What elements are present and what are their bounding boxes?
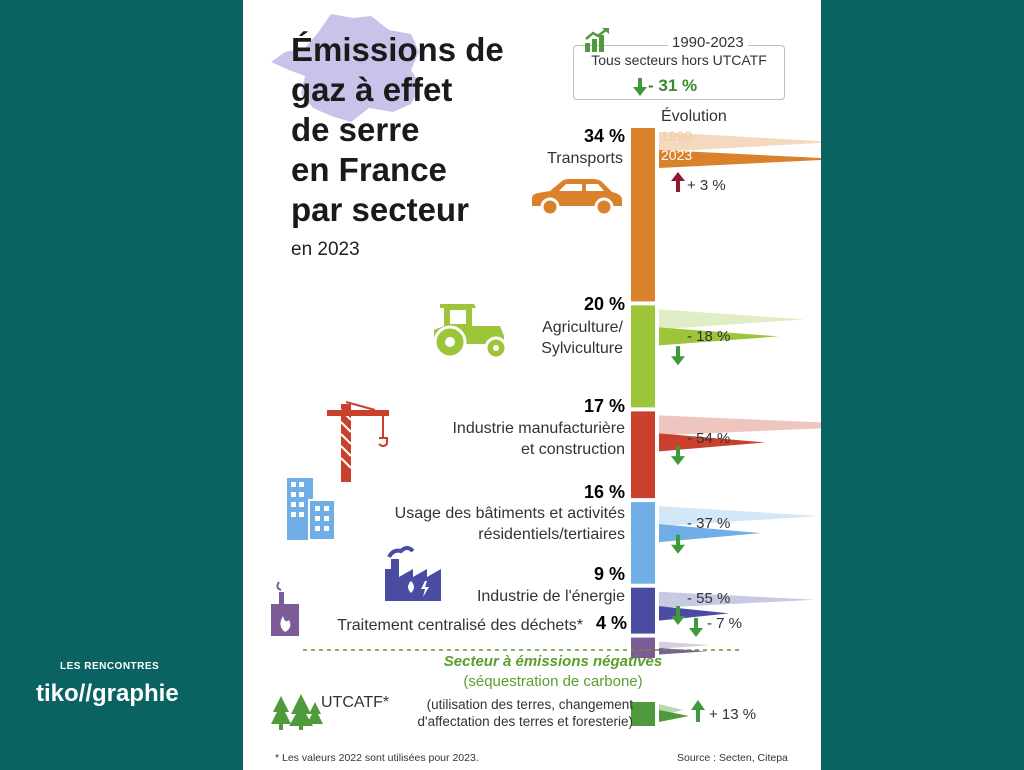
sector-name-line: et construction [520, 441, 625, 458]
change-transports: + 3 % [687, 177, 726, 194]
down-arrow-icon [671, 545, 685, 554]
infographic-card [243, 0, 821, 770]
down-arrow-icon [671, 456, 685, 465]
pct-industrie: 17 % [583, 396, 625, 416]
sector-name-line: Agriculture/ [542, 319, 623, 336]
waste-incinerator-icon [271, 580, 299, 636]
down-arrow-stem [676, 346, 680, 357]
car-icon [528, 176, 626, 218]
down-arrow-stem [676, 446, 680, 457]
crane-icon [327, 400, 393, 484]
pct-energie: 9 % [593, 564, 625, 584]
bar-utcatf [631, 702, 655, 726]
buildings-icon [287, 478, 335, 540]
summary-change: - 31 % [648, 76, 698, 95]
forest-icon [271, 694, 323, 730]
utcatf-desc-line: (utilisation des terres, changement [426, 697, 633, 712]
summary-period: 1990-2023 [668, 34, 748, 51]
title-line: en France [291, 151, 447, 188]
title-line: par secteur [291, 191, 469, 228]
down-arrow-stem [676, 606, 680, 617]
wedge-1990-industrie [659, 415, 821, 435]
brand-heading: LES RENCONTRES [60, 661, 160, 672]
utcatf-desc-line: d'affectation des terres et foresterie) [417, 714, 633, 729]
wedge-1990-dechets [659, 642, 711, 649]
wedge-1990-energie [659, 592, 815, 608]
utcatf-name: UTCATF* [321, 694, 390, 711]
chart-subtitle: en 2023 [291, 239, 360, 260]
change-agriculture: - 18 % [687, 328, 731, 345]
sector-name-line: Usage des bâtiments et activités [394, 505, 625, 522]
footnote: * Les valeurs 2022 sont utilisées pour 2023. [275, 752, 479, 764]
tractor-icon [430, 300, 512, 360]
utcatf-description [393, 696, 633, 730]
down-arrow-icon [671, 356, 685, 365]
brand-logo-separator: // [78, 680, 93, 707]
sector-name-batiments [323, 503, 625, 545]
change-utcatf: + 13 % [709, 706, 757, 723]
bar-energie [631, 588, 655, 634]
down-arrow-stem [676, 535, 680, 546]
source-note: Source : Secten, Citepa [677, 752, 788, 764]
up-arrow-icon [691, 700, 705, 710]
power-plant-icon [383, 545, 443, 603]
change-industrie: - 54 % [687, 430, 731, 447]
bar-industrie [631, 411, 655, 498]
negative-section-subheading: (séquestration de carbone) [463, 673, 643, 690]
title-line: Émissions de [291, 31, 504, 68]
change-energie: - 55 % [687, 590, 731, 607]
up-arrow-stem [696, 709, 700, 722]
summary-scope: Tous secteurs hors UTCATF [591, 52, 767, 68]
sector-name-line: Industrie manufacturière [452, 420, 625, 437]
brand-logo [36, 680, 179, 708]
pct-dechets: 4 % [595, 613, 627, 633]
sector-name-dechets [283, 615, 583, 636]
change-batiments: - 37 % [687, 515, 731, 532]
wedge-1990-agriculture [659, 309, 805, 329]
sector-name-line: Transports [547, 150, 623, 167]
bar-transports [631, 128, 655, 301]
year-label-2023: 2023 [661, 147, 693, 163]
sector-name-industrie [363, 418, 625, 460]
sector-name-line: Traitement centralisé des déchets* [337, 617, 583, 634]
sector-name-line: Industrie de l'énergie [476, 588, 625, 605]
down-arrow-icon [671, 616, 685, 625]
pct-agriculture: 20 % [583, 294, 625, 314]
bar-agriculture [631, 305, 655, 407]
up-arrow-icon [671, 172, 685, 181]
sector-name-line: résidentiels/tertiaires [478, 526, 625, 543]
wedge-1990-batiments [659, 506, 820, 526]
bar-batiments [631, 502, 655, 584]
evolution-label: Évolution [661, 108, 727, 125]
brand-logo-right: graphie [92, 680, 179, 707]
year-label-1990: 1990 [661, 128, 693, 144]
sector-name-transports [423, 148, 623, 169]
down-arrow-stem [694, 618, 698, 629]
title-line: gaz à effet [291, 71, 453, 108]
down-arrow-icon [689, 628, 703, 637]
title-line: de serre [291, 111, 420, 148]
change-dechets: - 7 % [707, 615, 743, 632]
negative-section-heading: Secteur à émissions négatives [443, 653, 663, 670]
sector-name-line: Sylviculture [541, 340, 623, 357]
brand-logo-left: tiko [36, 680, 79, 707]
up-arrow-stem [676, 180, 680, 192]
pct-transports: 34 % [583, 126, 625, 146]
pct-batiments: 16 % [583, 482, 625, 502]
